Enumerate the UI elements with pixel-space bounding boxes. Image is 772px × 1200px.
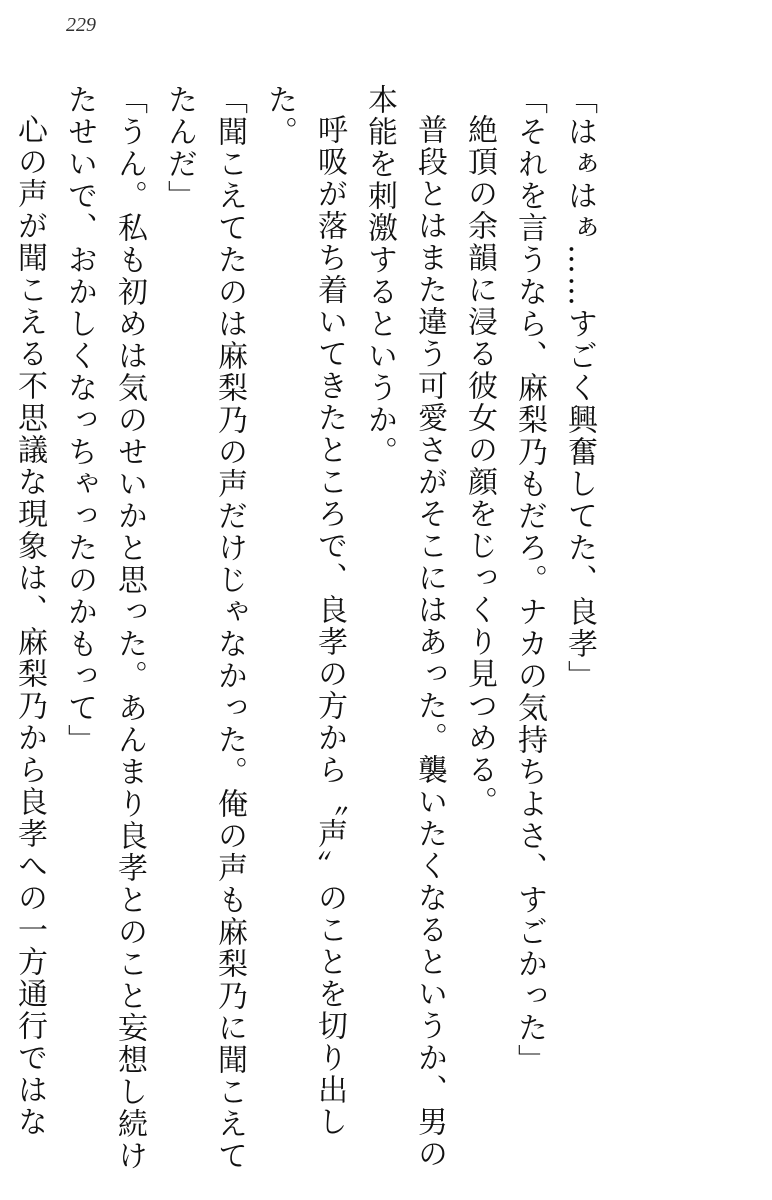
narration-paragraph: 呼吸が落ち着いてきたところで、良孝の方から〝声〟のことを切り出した。 bbox=[262, 84, 347, 1138]
dialogue-line: 「それを言うなら、麻梨乃もだろ。ナカの気持ちよさ、すごかった」 bbox=[512, 84, 547, 1076]
narration-paragraph: 普段とはまた違う可愛さがそこにはあった。襲いたくなるというか、男の本能を刺激するというか。 bbox=[362, 84, 447, 1170]
dialogue-line: 「うん。私も初めは気のせいかと思った。あんまり良孝とのこと妄想し続けたせいで、おかしくなっちゃったのかもって」 bbox=[62, 84, 147, 1172]
narration-paragraph: 絶頂の余韻に浸る彼女の顔をじっくり見つめる。 bbox=[462, 114, 497, 818]
dialogue-line: 「聞こえてたのは麻梨乃の声だけじゃなかった。俺の声も麻梨乃に聞こえてたんだ」 bbox=[162, 84, 247, 1172]
dialogue-line: 「はぁはぁ……すごく興奮してた、良孝」 bbox=[562, 84, 597, 692]
novel-text-column bbox=[0, 84, 604, 1179]
page-number: 229 bbox=[66, 14, 96, 36]
narration-paragraph: 心の声が聞こえる不思議な現象は、麻梨乃から良孝への一方通行ではな bbox=[12, 114, 47, 1138]
